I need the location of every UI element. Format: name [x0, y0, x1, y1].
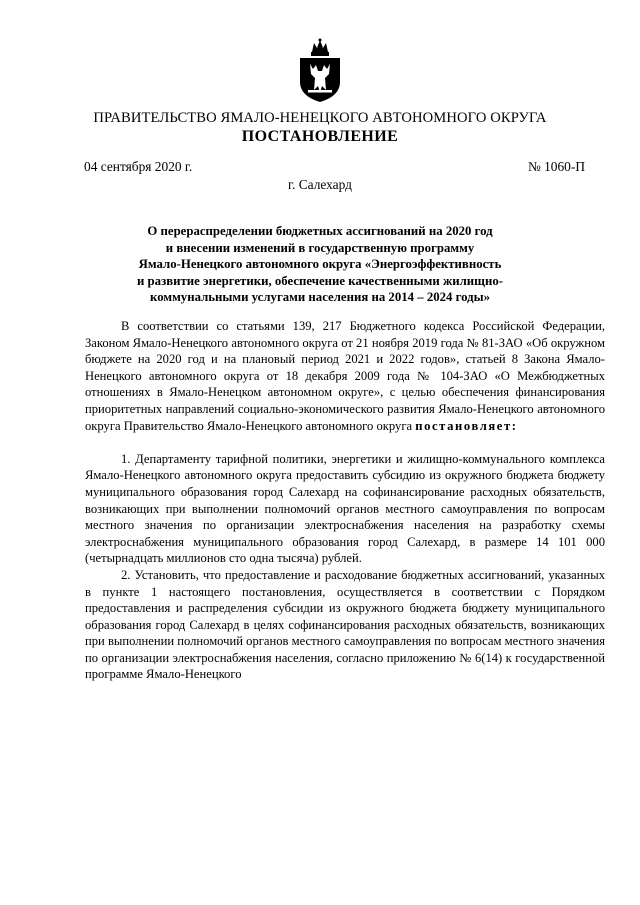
decree-word: постановляет:	[415, 418, 518, 433]
title-line: коммунальными услугами населения на 2014 – 2024 годы»	[150, 290, 490, 304]
coat-of-arms-emblem	[298, 38, 342, 104]
title-line: Ямало-Ненецкого автономного округа «Энергоэффективность	[138, 257, 502, 271]
document-body	[85, 318, 605, 683]
document-date: 04 сентября 2020 г.	[84, 159, 193, 174]
item-paragraph-1: 1. Департаменту тарифной политики, энергетики и жилищно-коммунального комплекса Ямало-Ненецкого автономного округа предоставить субсидию из окружного бюджета бюджету муниципального образования город Салехард на софинансирование расходных обязательств, возникающих при выполнении полномочий органов местного самоуправления по вопросам местного значения по организации электроснабжения населения на разработку схемы электроснабжения муниципального образования город Салехард, в размере 14 101 000 (четырнадцать миллионов сто одна тысяча) рублей.	[85, 451, 605, 566]
title-line: и внесении изменений в государственную программу	[165, 240, 475, 255]
document-type: ПОСТАНОВЛЕНИЕ	[241, 128, 399, 145]
title-line: О перераспределении бюджетных ассигнований на 2020 год	[147, 224, 493, 238]
document-city: г. Салехард	[288, 177, 352, 192]
title-line: и развитие энергетики, обеспечение качественными жилищно-	[136, 273, 504, 288]
coat-of-arms-icon	[298, 38, 342, 104]
item-paragraph-2: 2. Установить, что предоставление и расходование бюджетных ассигнований, указанных в пункте 1 настоящего постановления, осуществляется в соответствии с Порядком предоставления и распределения субсидии из окружного бюджета бюджету муниципального образования город Салехард в целях софинансирования расходных обязательств, возникающих при выполнении полномочий органов местного самоуправления по вопросам местного значения по организации электроснабжения населения, согласно приложению № 6(14) к государственной программе Ямало-Ненецкого	[85, 567, 605, 682]
document-number: № 1060-П	[527, 159, 585, 174]
government-name: ПРАВИТЕЛЬСТВО ЯМАЛО-НЕНЕЦКОГО АВТОНОМНОГО ОКРУГА	[93, 110, 547, 126]
preamble-text: В соответствии со статьями 139, 217 Бюджетного кодекса Российской Федерации, Законом Ямало-Ненецкого автономного округа от 21 ноября 2019 года № 81-ЗАО «Об окружном бюджете на 2020 год и на плановый период 2021 и 2022 годов», статьей 8 Закона Ямало-Ненецкого автономного округа от 18 декабря 2009 года № 104-ЗАО «О Межбюджетных отношениях в Ямало-Ненецком автономном округе», с целью обеспечения финансирования приоритетных направлений социально-экономического развития Ямало-Ненецкого автономного округа Правительство Ямало-Ненецкого автономного округа	[85, 319, 605, 433]
document-title	[100, 223, 540, 306]
preamble-paragraph	[85, 318, 605, 434]
